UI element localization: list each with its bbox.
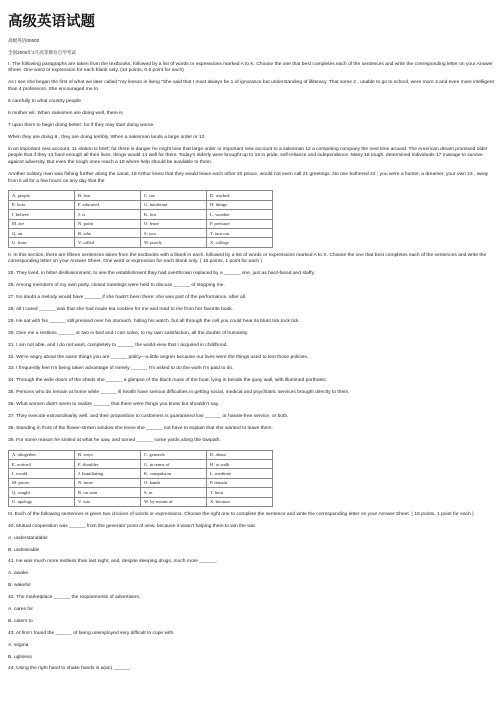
word-bank-row [9, 238, 273, 247]
word-bank-row [9, 460, 273, 469]
passage-paragraph: When they are doing 8 , they are doing terribly. When a salesman lands a large order or 10 [8, 134, 205, 140]
section1-instructions: I. The following paragraphs are taken from the textbooks, followed by a list of words or expressions marked A to K. Choose the one that best completes each of the sentences and write the corresponding letter on your Answer Sheet. One word or expression for each blank only. (10 points, 0.5 point for each) [8, 61, 493, 74]
word-bank-option: A. altogether [9, 450, 75, 459]
question-item: B. wakeful [8, 583, 31, 589]
section2-sentences [8, 271, 496, 444]
word-bank-row [9, 228, 273, 237]
word-bank-option: E. boss [9, 200, 75, 209]
question-item: 36. What women didn't seem to realize ______ that there were things you knew but shouldn't say. [8, 402, 220, 408]
word-bank-option: C. generals [141, 450, 207, 459]
word-bank-option: N. more [75, 478, 141, 487]
question-item: 27. No doubt a melody would have ______ if she hadn't been there: she was part of the performance, after all. [8, 295, 247, 301]
page-title: 高级英语试题 [8, 14, 95, 30]
question-item: 26. Among members of my own party, closed meetings were held to discuss ______ of stopping me. [8, 283, 225, 289]
word-bank-option: L. meditate [207, 469, 273, 478]
question-item: B. caters to [8, 618, 33, 624]
word-bank-row [9, 210, 273, 219]
question-item: A. stigma [8, 642, 29, 648]
word-bank-option: P. remain [207, 478, 273, 487]
word-bank-option: R. who [75, 228, 141, 237]
word-bank-option: Q. caught [9, 488, 75, 497]
word-bank-option: Q. on [9, 228, 75, 237]
passage-paragraph: 5 carefully to what country people [8, 98, 81, 104]
word-bank-option: D. about [207, 450, 273, 459]
word-bank-row [9, 200, 273, 209]
word-bank-option: X. because [207, 497, 273, 506]
word-bank-option: J. humiliating [75, 469, 141, 478]
question-item: 37. They execute extraordinarily well, and their proposition to customers is guaranteed low ______ or hassle-free service, or both. [8, 413, 289, 419]
word-bank-option: D. worked [207, 191, 273, 200]
word-bank-option: W. poorly [141, 238, 207, 247]
word-bank-option: K. compulsion [141, 469, 207, 478]
word-bank-option: T. hour [207, 488, 273, 497]
word-bank-option: L. weather [207, 210, 273, 219]
word-bank-option: O. hands [141, 478, 207, 487]
word-bank-option: H. to walk [207, 460, 273, 469]
question-item: B. ugliness [8, 654, 32, 660]
question-item: A. understandable [8, 535, 48, 541]
word-bank-option: B. ways [75, 450, 141, 459]
question-item: 29. He sat with his ______ still pressed over his stomach, hiding his watch, but all through the cell you could hear its blunt tick,tock tick. [8, 318, 300, 324]
word-bank-row [9, 469, 273, 478]
question-item: A. cares for [8, 607, 34, 612]
passage-paragraph: 7 upon them to begin doing better: for if they may start doing worse. [8, 122, 155, 128]
question-item: 43. At first I found the ______ of being unemployed very difficult to cope with. [8, 630, 175, 636]
section2-instructions: II. In this section, there are fifteen sentences taken from the textbooks with a blank in each, followed by a list of words or expressions marked A to X. Choose the one that best completes each of the sentences and write the corresponding letter on your Answer Sheet. One word or expression for each blank only. ( 15 points, 1 point for each ) [8, 252, 487, 265]
question-item: 39. For some reason he smiled at what he saw, and turned ______ some yards along the towpath. [8, 437, 221, 443]
question-item: 31. I am not able, and I do not want, completely to ______ the world-view that I acquired in childhood. [8, 342, 228, 348]
question-item: 33. I frequently feel I'm being taken advantage of merely ______ I'm asked to do the work I'm paid to do. [8, 366, 234, 372]
word-bank-option: V. called [75, 238, 141, 247]
word-bank-option: M. prices [9, 478, 75, 487]
word-bank-option: V. was [75, 497, 141, 506]
word-bank-option: S. you [141, 228, 207, 237]
word-bank-option: P. pressure [207, 219, 273, 228]
section3-instructions: III. Each of the following sentences is given two choices of words or expressions. Choose the right one to complete the sentence and write the corresponding letter on your Answer Sheet. ( 15 points, 1 point for each ) [8, 511, 474, 517]
word-bank-option: K. lost [141, 210, 207, 219]
word-bank-1 [8, 190, 273, 247]
word-bank-row [9, 497, 273, 506]
question-item: B. undesirable [8, 547, 40, 553]
word-bank-option: S. in [141, 488, 207, 497]
word-bank-option: B. fear [75, 191, 141, 200]
exam-session: 全国2009年1月高等教育自学考试 [8, 49, 76, 55]
word-bank-option: I. would [9, 469, 75, 478]
question-item: A. awake [8, 571, 29, 577]
question-item: 44. Using the right hand to shake hands is a(an) ______. [8, 666, 132, 672]
question-item: 41. He was much more restless than last night, and, despite sleeping drugs, much more ______. [8, 559, 218, 565]
word-bank-option: U. apology [9, 497, 75, 506]
word-bank-option: F. shoulder [75, 460, 141, 469]
passage-paragraph: As I see she began the first of what we later called "my lesson in living."She said that I must always be 1 of ignorance but understanding of illiteracy. That some 2 , unable to go to school, were more 3 and even more intelligent than 4 professors. She encouraged me to [8, 80, 494, 93]
word-bank-row [9, 450, 273, 459]
question-item: 28. All I cared ______ was that she had made tea cookies for me and read to me from her favorite book. [8, 306, 234, 312]
word-bank-2 [8, 450, 273, 507]
word-bank-option: G. in terms of [141, 460, 207, 469]
word-bank-option: O. lease [141, 219, 207, 228]
word-bank-option: H. things [207, 200, 273, 209]
question-item: 35. Persons who do remain at home while ______ ill health have serious difficulties in getting social, medical and psychiatric services brought directly to them. [8, 390, 350, 396]
section1-passages [8, 80, 496, 185]
word-bank-option: I. believe [9, 210, 75, 219]
passage-paragraph: 6 mother wit. When salesmen are doing well, there is [8, 110, 123, 116]
word-bank-option: J. is [75, 210, 141, 219]
word-bank-row [9, 488, 273, 497]
word-bank-option: E. noticed [9, 460, 75, 469]
word-bank-option: W. by means of [141, 497, 207, 506]
question-item: 25. They lived, in bitter disillusionment, to see the establishment they had overthrown replaced by a ______ one, just as hard-faced and staffy. [8, 271, 315, 277]
word-bank-row [9, 219, 273, 228]
word-bank-option: M. are [9, 219, 75, 228]
word-bank-option: C. tax [141, 191, 207, 200]
question-item: 30. Give me a restless ______ or two in bed and I can solve, to my own satisfaction, all the doubts of humanity. [8, 330, 249, 336]
passage-paragraph: in an important new account, 11 elation is brief; for there is danger he might lose that large order or important new account to a salesman 12 a competing company the next time around. The American dream promised older people that if they 13 hard enough all their lives, things would 14 well for them. Today's elderly were brought up to 15 in pride, self-reliance and independence. Many 16 tough, determined individuals 17 manage to survive against adversity. But even the tough ones reach a 18 where help should be available to them. [8, 146, 488, 165]
word-bank-row [9, 478, 273, 487]
word-bank-option: N. point [75, 219, 141, 228]
word-bank-option: X. college [207, 238, 273, 247]
section3-items [8, 524, 496, 673]
word-bank-option: A. people [9, 191, 75, 200]
word-bank-row [9, 191, 273, 200]
word-bank-option: T. turn out [207, 228, 273, 237]
exam-code: 高级英语00600 [8, 38, 40, 43]
question-item: 40. Mutual cooperation was ______ from the generals' point of view, because it wasn't helping them to win the war. [8, 523, 257, 529]
word-bank-option: U. from [9, 238, 75, 247]
word-bank-option: R. on vain [75, 488, 141, 497]
question-item: 32. We're angry about the same things you are ______ policy—a little angrier because our lives were the things used to test those policies. [8, 354, 309, 360]
question-item: 42. The marketplace ______ the requirements of advertisers. [8, 595, 141, 601]
word-bank-option: F. educated [75, 200, 141, 209]
word-bank-option: G. intolerant [141, 200, 207, 209]
question-item: 34. Through the wide doors of the sheds she ______ a glimpse of the black mass of the boat, lying in beside the quay wall, with illumined portholes. [8, 378, 328, 384]
question-item: 38. Standing in front of the flower-strewn window she knew she ______ not have to explain that she wanted to leave them. [8, 425, 273, 431]
passage-paragraph: Another solitary man was fishing further along the canal, 19 Arthur knew that they would leave each other 20 peace, would not even call 21 greetings. No one bothered 22 ; you were a hunter, a dreamer, your own 23 , away from it all for a few hours on any day that the [8, 171, 489, 184]
